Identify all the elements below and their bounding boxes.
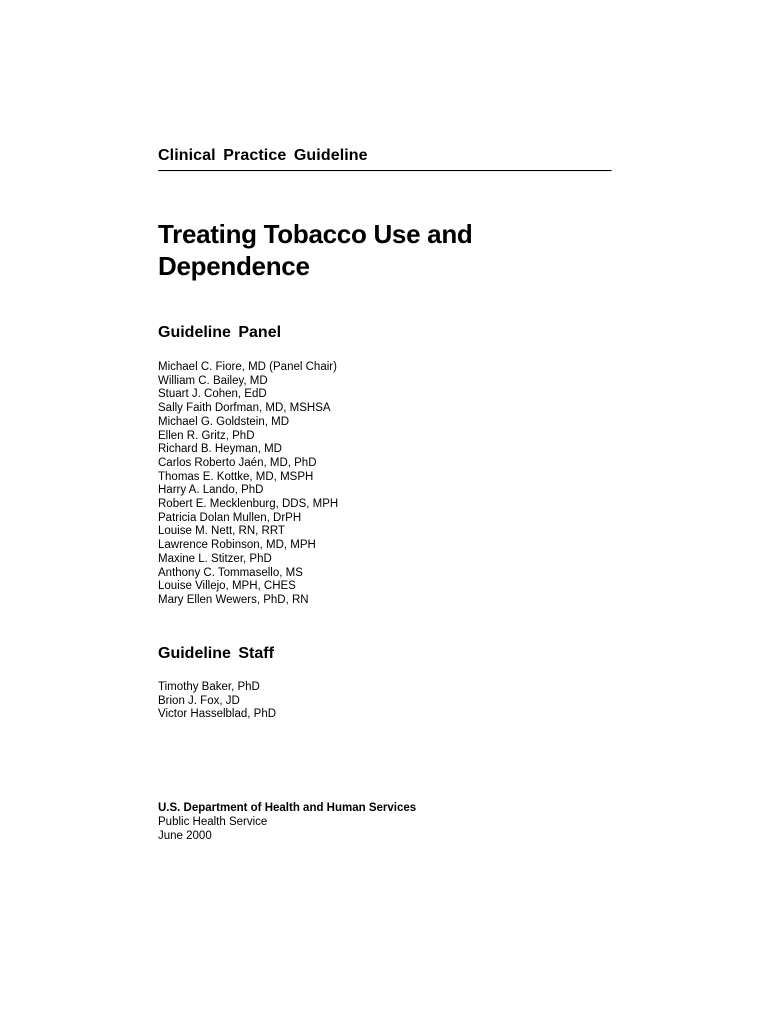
panel-member: Ellen R. Gritz, PhD xyxy=(158,429,255,442)
document-title-line-1: Treating Tobacco Use and xyxy=(158,219,473,249)
staff-member-list xyxy=(158,681,276,722)
panel-member: Patricia Dolan Mullen, DrPH xyxy=(158,511,302,524)
publication-date: June 2000 xyxy=(158,830,212,842)
panel-member: Carlos Roberto Jaén, MD, PhD xyxy=(158,456,317,469)
panel-member: Maxine L. Stitzer, PhD xyxy=(158,552,272,565)
panel-member: William C. Bailey, MD xyxy=(158,374,268,387)
panel-heading: Guideline Panel xyxy=(158,324,282,341)
panel-member: Michael G. Goldstein, MD xyxy=(158,415,290,428)
panel-member: Harry A. Lando, PhD xyxy=(158,484,264,497)
panel-member: Stuart J. Cohen, EdD xyxy=(158,388,267,401)
panel-member: Michael C. Fiore, MD (Panel Chair) xyxy=(158,361,337,373)
publisher-service: Public Health Service xyxy=(158,816,268,828)
document-title xyxy=(158,218,610,282)
series-title: Clinical Practice Guideline xyxy=(158,147,368,164)
panel-member: Sally Faith Dorfman, MD, MSHSA xyxy=(158,402,331,415)
document-title-line-2: Dependence xyxy=(158,251,310,281)
panel-member-list xyxy=(158,361,338,608)
staff-member: Brion J. Fox, JD xyxy=(158,694,240,707)
staff-heading: Guideline Staff xyxy=(158,645,274,662)
panel-member: Louise M. Nett, RN, RRT xyxy=(158,525,285,538)
panel-member: Robert E. Mecklenburg, DDS, MPH xyxy=(158,498,339,511)
panel-member: Anthony C. Tommasello, MS xyxy=(158,566,303,579)
panel-member: Richard B. Heyman, MD xyxy=(158,443,282,456)
staff-member: Timothy Baker, PhD xyxy=(158,681,260,693)
publisher-block xyxy=(158,801,416,843)
staff-member: Victor Hasselblad, PhD xyxy=(158,708,277,721)
panel-member: Lawrence Robinson, MD, MPH xyxy=(158,539,316,552)
document-page xyxy=(158,0,610,1024)
header-rule xyxy=(158,170,612,172)
panel-member: Louise Villejo, MPH, CHES xyxy=(158,580,296,593)
panel-member: Thomas E. Kottke, MD, MSPH xyxy=(158,470,314,483)
panel-member: Mary Ellen Wewers, PhD, RN xyxy=(158,593,309,606)
publisher-department: U.S. Department of Health and Human Services xyxy=(158,802,417,814)
